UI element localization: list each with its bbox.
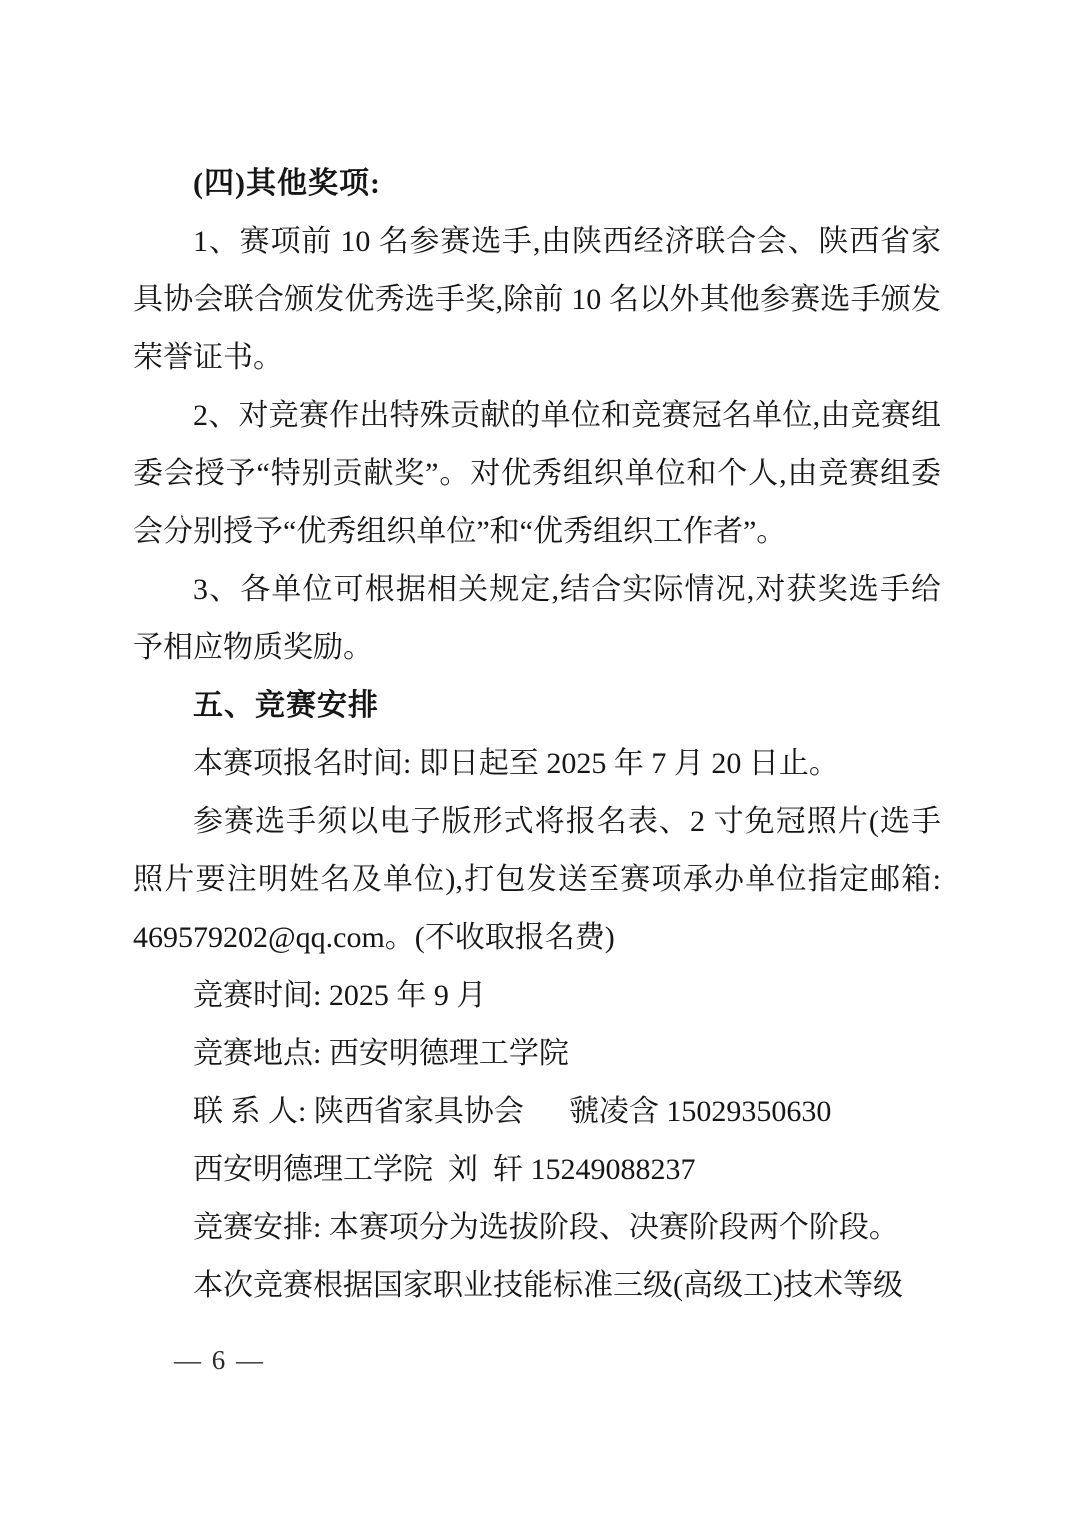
para-stage-arrangement: 竞赛安排: 本赛项分为选拔阶段、决赛阶段两个阶段。 xyxy=(193,1211,899,1244)
para-award-material-reward: 3、各单位可根据相关规定,结合实际情况,对获奖选手给予相应物质奖励。 xyxy=(133,573,941,664)
para-competition-time: 竞赛时间: 2025 年 9 月 xyxy=(193,979,487,1012)
para-contact-person-2: 西安明德理工学院 刘 轩 15249088237 xyxy=(193,1153,696,1186)
para-award-top10: 1、赛项前 10 名参赛选手,由陕西经济联合会、陕西省家具协会联合颁发优秀选手奖,除前 10 名以外其他参赛选手颁发荣誉证书。 xyxy=(133,225,941,374)
para-award-special-contribution: 2、对竞赛作出特殊贡献的单位和竞赛冠名单位,由竞赛组委会授予“特别贡献奖”。对优秀组织单位和个人,由竞赛组委会分别授予“优秀组织单位”和“优秀组织工作者”。 xyxy=(133,399,941,548)
para-contact-person-1: 联 系 人: 陕西省家具协会 虢凌含 15029350630 xyxy=(193,1095,832,1128)
heading-competition-arrangement: 五、竞赛安排 xyxy=(193,689,379,722)
para-registration-method: 参赛选手须以电子版形式将报名表、2 寸免冠照片(选手照片要注明姓名及单位),打包发送至赛项承办单位指定邮箱: 469579202@qq.com。(不收取报名费) xyxy=(133,805,949,954)
document-body xyxy=(133,155,949,1315)
para-skill-standard: 本次竞赛根据国家职业技能标准三级(高级工)技术等级 xyxy=(193,1269,903,1302)
page-number: — 6 — xyxy=(174,1345,265,1375)
para-competition-venue: 竞赛地点: 西安明德理工学院 xyxy=(193,1037,569,1070)
para-registration-deadline: 本赛项报名时间: 即日起至 2025 年 7 月 20 日止。 xyxy=(193,747,839,780)
heading-other-awards: (四)其他奖项: xyxy=(193,167,381,200)
